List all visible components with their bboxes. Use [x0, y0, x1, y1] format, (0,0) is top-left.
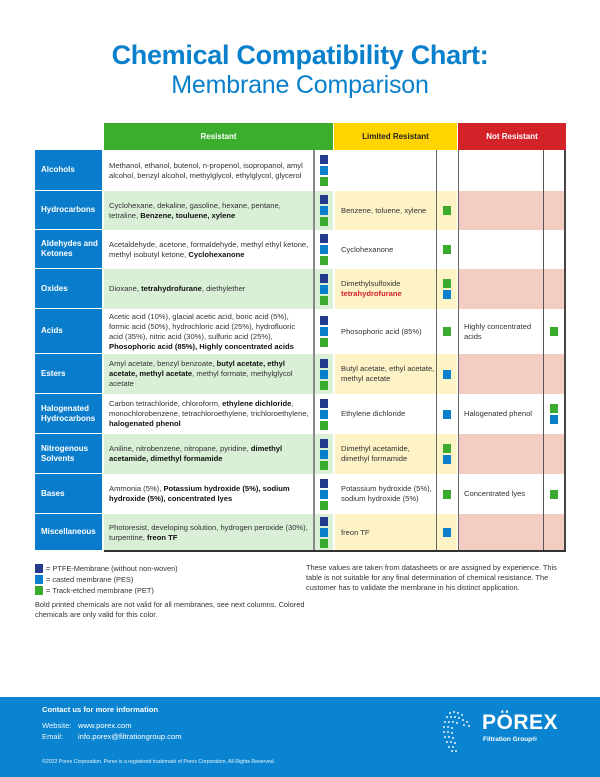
ptfe-marker-icon — [320, 316, 328, 325]
resistant-membranes — [313, 191, 333, 230]
pet-marker-icon — [320, 421, 328, 430]
pet-marker-icon — [320, 256, 328, 265]
resistant-membranes — [313, 150, 333, 191]
not-resistant-membranes — [543, 434, 566, 474]
limited-membranes — [436, 309, 457, 354]
pet-marker-icon — [320, 539, 328, 548]
ptfe-marker-icon — [320, 359, 328, 368]
not-resistant-membranes — [543, 394, 566, 434]
pet-marker-icon — [443, 444, 451, 453]
disclaimer: These values are taken from datasheets or are assigned by experience. This table is not suitable for any final determination of chemical resistance. The customer has to validate the membrane in his distinct application. — [306, 563, 557, 592]
resistant-membranes — [313, 434, 333, 474]
limited-membranes — [436, 230, 457, 269]
header-limited-resistant: Limited Resistant — [334, 123, 457, 150]
ptfe-marker-icon — [320, 155, 328, 164]
pet-marker-icon — [320, 461, 328, 470]
limited-membranes — [436, 354, 457, 394]
ptfe-marker-icon — [320, 399, 328, 408]
category-label: Nitrogenous Solvents — [35, 434, 102, 474]
header-not-resistant: Not Resistant — [458, 123, 566, 150]
logo-wordmark: PÖREX — [482, 711, 559, 734]
table-bottom-border — [104, 550, 566, 552]
website-link[interactable]: www.porex.com — [78, 721, 132, 730]
resistant-membranes — [313, 230, 333, 269]
title-line-1: Chemical Compatibility Chart: — [111, 40, 489, 70]
limited-membranes — [436, 514, 457, 551]
resistant-membranes — [313, 514, 333, 551]
footer-email-row — [42, 732, 182, 741]
swirl-dots-icon — [440, 707, 480, 757]
pes-marker-icon — [443, 528, 451, 537]
page-title — [0, 40, 600, 100]
pes-marker-icon — [443, 290, 451, 299]
table-row-hydrocarbons — [35, 191, 566, 230]
limited-chemicals: Ethylene dichloride — [334, 394, 436, 434]
legend-item-ptfe: = PTFE-Membrane (without non-woven) — [35, 563, 305, 574]
limited-chemicals: Potassium hydroxide (5%), sodium hydroxide (5%) — [334, 474, 436, 514]
legend-item-pes: = casted membrane (PES) — [35, 574, 305, 585]
not-resistant-membranes — [543, 150, 566, 191]
table-row-miscellaneous — [35, 514, 566, 551]
pet-marker-icon — [443, 279, 451, 288]
pes-marker-icon — [320, 166, 328, 175]
limited-chemicals: freon TF — [334, 514, 436, 551]
not-resistant-chemicals: Highly concentrated acids — [458, 309, 544, 354]
footer — [0, 697, 600, 777]
ptfe-marker-icon — [320, 479, 328, 488]
limited-membranes — [436, 434, 457, 474]
resistant-membranes — [313, 269, 333, 309]
table-row-oxides — [35, 269, 566, 309]
logo-subtitle: Filtration Group® — [483, 736, 537, 743]
footer-website-row — [42, 721, 132, 730]
not-resistant-chemicals — [458, 230, 544, 269]
table-row-alcohols — [35, 150, 566, 191]
category-label: Acids — [35, 309, 102, 354]
ptfe-marker-icon — [320, 234, 328, 243]
limited-chemicals: Cyclohexanone — [334, 230, 436, 269]
ptfe-marker-icon — [320, 517, 328, 526]
limited-membranes — [436, 269, 457, 309]
pes-marker-icon — [320, 245, 328, 254]
legend — [35, 563, 305, 620]
pet-marker-icon — [35, 586, 43, 595]
category-label: Aldehydes and Ketones — [35, 230, 102, 269]
not-resistant-chemicals — [458, 150, 544, 191]
limited-membranes — [436, 394, 457, 434]
resistant-chemicals: Ammonia (5%), Potassium hydroxide (5%), sodium hydroxide (5%), concentrated lyes — [104, 474, 313, 514]
pes-marker-icon — [320, 410, 328, 419]
not-resistant-chemicals — [458, 269, 544, 309]
copyright: ©2022 Porex Corporation. Porex is a registered trademark of Porex Corporation. All Rights Reserved. — [42, 759, 276, 765]
not-resistant-membranes — [543, 354, 566, 394]
pes-marker-icon — [320, 206, 328, 215]
not-resistant-membranes — [543, 514, 566, 551]
resistant-chemicals: Acetic acid (10%), glacial acetic acid, boric acid (5%), formic acid (50%), hydrochloric acid (25%), hydrofluoric acid (35%), nitric acid (30%), sulfuric acid (25%), Phosophoric acid (85%), Highly concentrated acids — [104, 309, 313, 354]
ptfe-marker-icon — [320, 195, 328, 204]
not-resistant-membranes — [543, 309, 566, 354]
pes-marker-icon — [320, 285, 328, 294]
pet-marker-icon — [320, 177, 328, 186]
limited-chemicals: Dimethylsulfoxide tetrahydrofurane — [334, 269, 436, 309]
not-resistant-membranes — [543, 191, 566, 230]
pes-marker-icon — [320, 327, 328, 336]
category-label: Halogenated Hydrocarbons — [35, 394, 102, 434]
pes-marker-icon — [443, 455, 451, 464]
resistant-chemicals: Methanol, ethanol, butenol, n-propenol, isopropanol, amyl alcohol, benzyl alcohol, methylglycol, ethylglycol, glycerol — [104, 150, 313, 191]
legend-item-pet: = Track-etched membrane (PET) — [35, 585, 305, 596]
not-resistant-chemicals: Halogenated phenol — [458, 394, 544, 434]
pet-marker-icon — [443, 490, 451, 499]
category-label: Alcohols — [35, 150, 102, 191]
resistant-chemicals: Photoresist, developing solution, hydrogen peroxide (30%), turpentine, freon TF — [104, 514, 313, 551]
pes-marker-icon — [443, 370, 451, 379]
pet-marker-icon — [320, 296, 328, 305]
resistant-chemicals: Acetaldehyde, acetone, formaldehyde, methyl ethyl ketone, methyl isobutyl ketone, Cyclohexanone — [104, 230, 313, 269]
pet-marker-icon — [443, 206, 451, 215]
porex-logo — [440, 707, 570, 757]
pet-marker-icon — [550, 404, 558, 413]
header-resistant: Resistant — [104, 123, 333, 150]
pes-marker-icon — [320, 370, 328, 379]
pet-marker-icon — [550, 327, 558, 336]
category-label: Oxides — [35, 269, 102, 309]
limited-chemicals: Phosophoric acid (85%) — [334, 309, 436, 354]
pet-marker-icon — [443, 327, 451, 336]
table-row-esters — [35, 354, 566, 394]
email-label: Email: — [42, 732, 64, 741]
pes-marker-icon — [320, 528, 328, 537]
not-resistant-chemicals: Concentrated lyes — [458, 474, 544, 514]
limited-membranes — [436, 191, 457, 230]
pet-marker-icon — [320, 501, 328, 510]
pes-marker-icon — [320, 490, 328, 499]
table-row-aldehydes-ketones — [35, 230, 566, 269]
limited-chemicals — [334, 150, 436, 191]
not-resistant-membranes — [543, 269, 566, 309]
pes-marker-icon — [443, 410, 451, 419]
resistant-chemicals: Amyl acetate, benzyl benzoate, butyl acetate, ethyl acetate, methyl acetate, methyl formate, methylglycol acetate — [104, 354, 313, 394]
table-row-bases — [35, 474, 566, 514]
pes-marker-icon — [35, 575, 43, 584]
website-label: Website: — [42, 721, 72, 730]
legend-note: Bold printed chemicals are not valid for all membranes, see next columns. Colored chemicals are only valid for this color. — [35, 600, 305, 619]
not-resistant-chemicals — [458, 514, 544, 551]
ptfe-marker-icon — [35, 564, 43, 573]
category-label: Bases — [35, 474, 102, 514]
category-label: Esters — [35, 354, 102, 394]
category-label: Miscellaneous — [35, 514, 102, 551]
limited-chemicals: Butyl acetate, ethyl acetate, methyl acetate — [334, 354, 436, 394]
resistant-membranes — [313, 474, 333, 514]
resistant-membranes — [313, 354, 333, 394]
not-resistant-chemicals — [458, 354, 544, 394]
pet-marker-icon — [320, 217, 328, 226]
resistant-membranes — [313, 309, 333, 354]
resistant-chemicals: Carbon tetrachloride, chloroform, ethylene dichloride, monochlorobenzene, tetrachloroethylene, trichloroethylene, halogenated phenol — [104, 394, 313, 434]
limited-chemicals: Benzene, toluene, xylene — [334, 191, 436, 230]
footer-title: Contact us for more information — [42, 705, 159, 714]
pet-marker-icon — [550, 490, 558, 499]
table-row-acids — [35, 309, 566, 354]
email-link[interactable]: info.porex@filtrationgroup.com — [78, 732, 182, 741]
ptfe-marker-icon — [320, 274, 328, 283]
limited-chemicals: Dimethyl acetamide, dimethyl formamide — [334, 434, 436, 474]
not-resistant-membranes — [543, 230, 566, 269]
resistant-chemicals: Dioxane, tetrahydrofurane, diethylether — [104, 269, 313, 309]
ptfe-marker-icon — [320, 439, 328, 448]
resistant-chemicals: Aniline, nitrobenzene, nitropane, pyridine, dimethyl acetamide, dimethyl formamide — [104, 434, 313, 474]
title-line-2: Membrane Comparison — [171, 71, 429, 99]
not-resistant-chemicals — [458, 191, 544, 230]
pes-marker-icon — [320, 450, 328, 459]
resistant-chemicals: Cyclohexane, dekaline, gasoline, hexane, pentane, tetraline, Benzene, touluene, xylene — [104, 191, 313, 230]
limited-membranes — [436, 150, 457, 191]
category-label: Hydrocarbons — [35, 191, 102, 230]
pet-marker-icon — [320, 381, 328, 390]
pet-marker-icon — [320, 338, 328, 347]
not-resistant-chemicals — [458, 434, 544, 474]
not-resistant-membranes — [543, 474, 566, 514]
pet-marker-icon — [443, 245, 451, 254]
table-row-halogenated-hydrocarbons — [35, 394, 566, 434]
pes-marker-icon — [550, 415, 558, 424]
resistant-membranes — [313, 394, 333, 434]
table-row-nitrogenous-solvents — [35, 434, 566, 474]
limited-membranes — [436, 474, 457, 514]
